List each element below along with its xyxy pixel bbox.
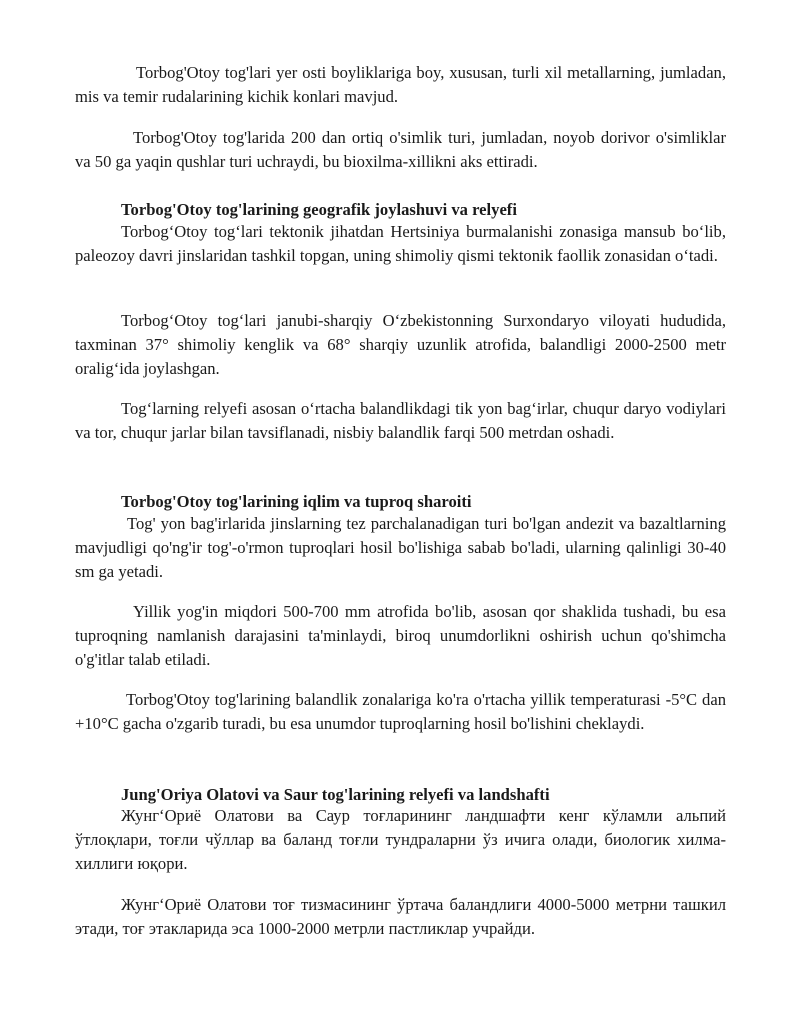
- paragraph: Torbog‘Otoy tog‘lari tektonik jihatdan Hertsiniya burmalanishi zonasiga mansub bo‘lib, paleozoy davri jinslaridan tashkil topgan, uning shimoliy qismi tektonik faollik zonasidan o‘tadi.: [75, 222, 726, 265]
- paragraph: Torbog'Otoy tog'larining balandlik zonalariga ko'ra o'rtacha yillik temperaturasi -5°C dan +10°C gacha o'zgarib turadi, bu esa unumdor tuproqlarning hosil bo'lishini cheklaydi.: [75, 690, 726, 733]
- paragraph: Yillik yog'in miqdori 500-700 mm atrofida bo'lib, asosan qor shaklida tushadi, bu esa tuproqning namlanish darajasini ta'minlaydi, biroq unumdorlikni oshirish uchun qo'shimcha o'g'itlar talab etiladi.: [75, 602, 726, 669]
- section-heading: Torbog'Otoy tog'larining geografik joylashuvi va relyefi: [121, 200, 517, 219]
- paragraph: Tog‘larning relyefi asosan o‘rtacha balandlikdagi tik yon bag‘irlar, chuqur daryo vodiylari va tor, chuqur jarlar bilan tavsiflanadi, nisbiy balandlik farqi 500 metrdan oshadi.: [75, 399, 726, 442]
- paragraph: Жунг‘Ориё Олатови ва Саур тоғларининг ландшафти кенг кўламли альпий ўтлоқлари, тоғли чўллар ва баланд тоғли тундраларни ўз ичига олади, биологик хилма-хиллиги юқори.: [75, 806, 726, 873]
- paragraph: Жунг‘Ориё Олатови тоғ тизмасининг ўртача баландлиги 4000-5000 метрни ташкил этади, тоғ этакларида эса 1000-2000 метрли пастликлар учрайди.: [75, 895, 726, 938]
- section-heading: Torbog'Otoy tog'larining iqlim va tuproq sharoiti: [121, 492, 472, 511]
- paragraph: Tog' yon bag'irlarida jinslarning tez parchalanadigan turi bo'lgan andezit va bazaltlarning mavjudligi qo'ng'ir tog'-o'rmon tuproqlari hosil bo'lishiga sabab bo'ladi, ularning qalinligi 30-40 sm ga yetadi.: [75, 514, 726, 581]
- paragraph: Torbog'Otoy tog'larida 200 dan ortiq o'simlik turi, jumladan, noyob dorivor o'simliklar va 50 ga yaqin qushlar turi uchraydi, bu bioxilma-xillikni aks ettiradi.: [75, 128, 726, 171]
- section-heading: Jung'Oriya Olatovi va Saur tog'larining relyefi va landshafti: [121, 785, 550, 804]
- paragraph: Torbog‘Otoy tog‘lari janubi-sharqiy O‘zbekistonning Surxondaryo viloyati hududida, taxminan 37° shimoliy kenglik va 68° sharqiy uzunlik atrofida, balandligi 2000-2500 metr oralig‘ida joylashgan.: [75, 311, 726, 378]
- paragraph: Torbog'Otoy tog'lari yer osti boyliklariga boy, xususan, turli xil metallarning, jumladan, mis va temir rudalarining kichik konlari mavjud.: [75, 63, 726, 106]
